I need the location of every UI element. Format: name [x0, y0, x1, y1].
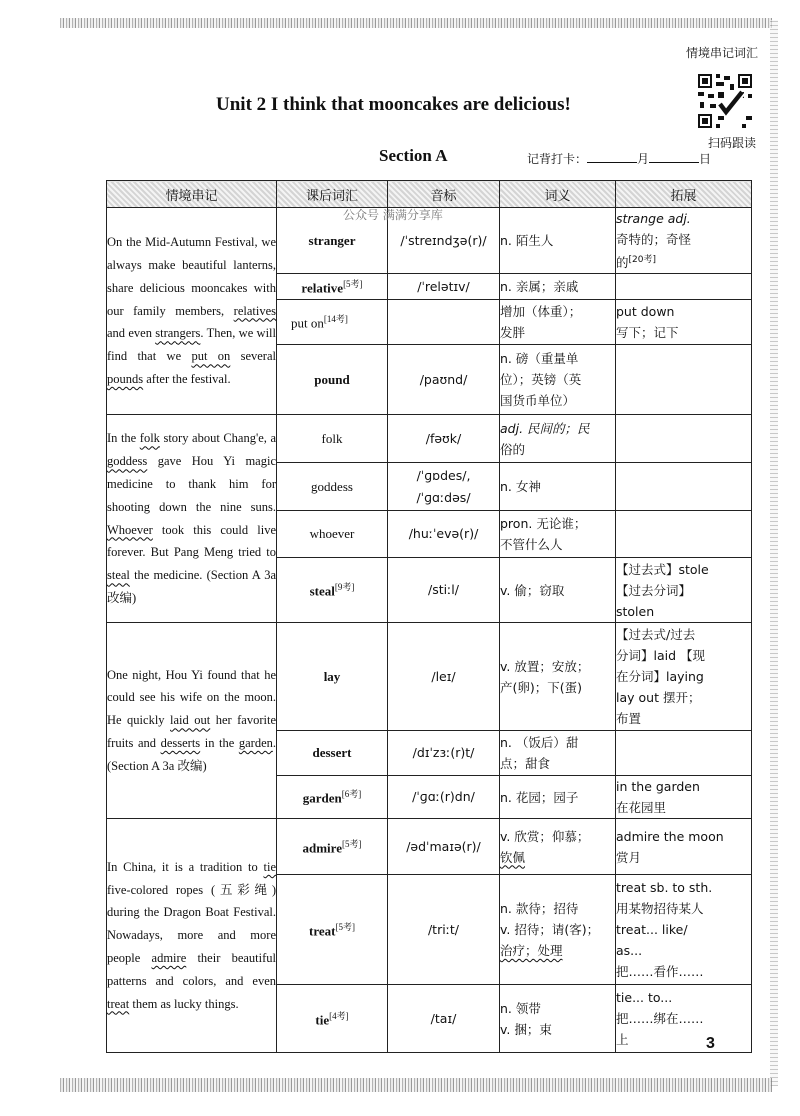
page-number: 3	[706, 1035, 715, 1052]
highlight-word: garden	[238, 736, 273, 751]
ipa-relative: /ˈrelətɪv/	[388, 274, 500, 300]
highlight-word: tie	[263, 859, 276, 874]
meaning-relative: n. 亲属；亲戚	[500, 274, 616, 300]
ipa-steal: /stiːl/	[388, 558, 500, 623]
ipa-goddess: /ˈɡɒdes/, /ˈɡɑːdəs/	[388, 463, 500, 511]
scan-noise-bottom	[60, 1078, 772, 1092]
word-garden: garden[6考]	[277, 776, 388, 819]
highlight-word: put on	[191, 349, 231, 364]
ipa-tie: /taɪ/	[388, 985, 500, 1053]
ext-pound	[616, 345, 752, 415]
header-tag: 情境串记词汇	[685, 46, 758, 60]
highlight-word: relatives	[233, 303, 276, 318]
header-context: 情境串记	[107, 181, 277, 208]
word-stranger: stranger	[277, 208, 388, 274]
passage-3: One night, Hou Yi found that he could see his wife on the moon. He quickly laid out her favorite fruits and desserts in the garden. (Section A 3a 改编)	[107, 623, 277, 819]
section-title: Section A	[379, 146, 448, 165]
checkin-month: 月	[637, 152, 650, 166]
word-lay: lay	[277, 623, 388, 731]
scan-label: 扫码跟读	[707, 136, 756, 150]
highlight-word: laid out	[170, 713, 211, 728]
table-row	[107, 623, 752, 731]
highlight-word: pounds	[107, 372, 144, 387]
word-tie: tie[4考]	[277, 985, 388, 1053]
meaning-garden: n. 花园；园子	[500, 776, 616, 819]
ext-relative	[616, 274, 752, 300]
meaning-steal: v. 偷；窃取	[500, 558, 616, 623]
highlight-word: admire	[151, 951, 187, 966]
checkin-line	[527, 150, 711, 167]
ext-admire: admire the moon 赏月	[616, 819, 752, 875]
word-relative: relative[5考]	[277, 274, 388, 300]
word-pound: pound	[277, 345, 388, 415]
ext-folk	[616, 415, 752, 463]
header-extension: 拓展	[616, 181, 752, 208]
ipa-treat: /triːt/	[388, 875, 500, 985]
meaning-tie: n. 领带 v. 捆；束	[500, 985, 616, 1053]
ipa-lay: /leɪ/	[388, 623, 500, 731]
meaning-admire: v. 欣赏；仰慕； 钦佩	[500, 819, 616, 875]
highlight-word: strangers	[155, 326, 201, 341]
word-admire: admire[5考]	[277, 819, 388, 875]
word-put-on: put on[14考]	[277, 300, 388, 345]
ipa-dessert: /dɪˈzɜː(r)t/	[388, 731, 500, 776]
vocabulary-table	[106, 180, 752, 1053]
ipa-pound: /paʊnd/	[388, 345, 500, 415]
checkin-prefix: 记背打卡：	[527, 152, 588, 166]
meaning-whoever: pron. 无论谁； 不管什么人	[500, 511, 616, 558]
highlight-word: steal	[107, 568, 130, 583]
watermark-text: 公众号 满满分享库	[343, 208, 443, 222]
meaning-dessert: n. （饭后）甜 点；甜食	[500, 731, 616, 776]
ipa-garden: /ˈɡɑː(r)dn/	[388, 776, 500, 819]
highlight-word: goddess	[107, 454, 148, 469]
month-blank[interactable]	[587, 152, 637, 163]
ext-lay: 【过去式/过去 分词】laid 【现 在分词】laying lay out 摆开； 布置	[616, 623, 752, 731]
highlight-word: folk	[139, 431, 160, 446]
ext-stranger: strange adj. 奇特的；奇怪 的[20考]	[616, 208, 752, 274]
ext-goddess	[616, 463, 752, 511]
day-blank[interactable]	[649, 152, 699, 163]
checkin-day: 日	[699, 152, 712, 166]
ipa-folk: /fəʊk/	[388, 415, 500, 463]
ipa-whoever: /huːˈevə(r)/	[388, 511, 500, 558]
table-row	[107, 819, 752, 875]
passage-4: In China, it is a tradition to tie five-colored ropes (五彩绳) during the Dragon Boat Festival. Nowadays, more and more people admire their beautiful patterns and colors, and even treat them as lucky things.	[107, 819, 277, 1053]
ext-treat: treat sb. to sth. 用某物招待某人 treat... like/ as... 把……看作……	[616, 875, 752, 985]
ext-put-on: put down 写下；记下	[616, 300, 752, 345]
meaning-put-on: 增加（体重）； 发胖	[500, 300, 616, 345]
ipa-put-on	[388, 300, 500, 345]
meaning-pound: n. 磅（重量单 位）；英镑（英 国货币单位）	[500, 345, 616, 415]
table-header-row	[107, 181, 752, 208]
passage-2: In the folk story about Chang'e, a goddess gave Hou Yi magic medicine to thank him for shooting down the nine suns. Whoever took this could live forever. But Pang Meng tried to steal the medicine. (Section A 3a 改编)	[107, 415, 277, 623]
qr-code-icon[interactable]	[696, 72, 754, 130]
header-phonetic: 音标	[388, 181, 500, 208]
word-goddess: goddess	[277, 463, 388, 511]
meaning-treat: n. 款待；招待 v. 招待；请(客)； 治疗；处理	[500, 875, 616, 985]
ext-garden: in the garden 在花园里	[616, 776, 752, 819]
ext-steal: 【过去式】stole 【过去分词】 stolen	[616, 558, 752, 623]
scan-noise-top	[60, 18, 772, 28]
highlight-word: desserts	[160, 736, 201, 751]
meaning-stranger: n. 陌生人	[500, 208, 616, 274]
meaning-folk: adj. 民间的；民 俗的	[500, 415, 616, 463]
header-meaning: 词义	[500, 181, 616, 208]
highlight-word: treat	[107, 996, 130, 1011]
highlight-word: Whoever	[107, 522, 153, 537]
ipa-admire: /ədˈmaɪə(r)/	[388, 819, 500, 875]
word-folk: folk	[277, 415, 388, 463]
word-steal: steal[9考]	[277, 558, 388, 623]
ipa-stranger: /ˈstreɪndʒə(r)/	[388, 208, 500, 274]
unit-title: Unit 2 I think that mooncakes are delicious!	[216, 94, 571, 115]
meaning-lay: v. 放置；安放； 产(卵)；下(蛋)	[500, 623, 616, 731]
meaning-goddess: n. 女神	[500, 463, 616, 511]
header-vocab: 课后词汇	[277, 181, 388, 208]
ext-dessert	[616, 731, 752, 776]
word-dessert: dessert	[277, 731, 388, 776]
ext-tie: tie... to... 把……绑在…… 上	[616, 985, 752, 1053]
passage-1: On the Mid-Autumn Festival, we always make beautiful lanterns, share delicious mooncakes with our family members, relatives and even strangers. Then, we will find that we put on several pounds after the festival.	[107, 208, 277, 415]
word-whoever: whoever	[277, 511, 388, 558]
ext-whoever	[616, 511, 752, 558]
table-row	[107, 415, 752, 463]
word-treat: treat[5考]	[277, 875, 388, 985]
scan-noise-side	[770, 20, 778, 1086]
